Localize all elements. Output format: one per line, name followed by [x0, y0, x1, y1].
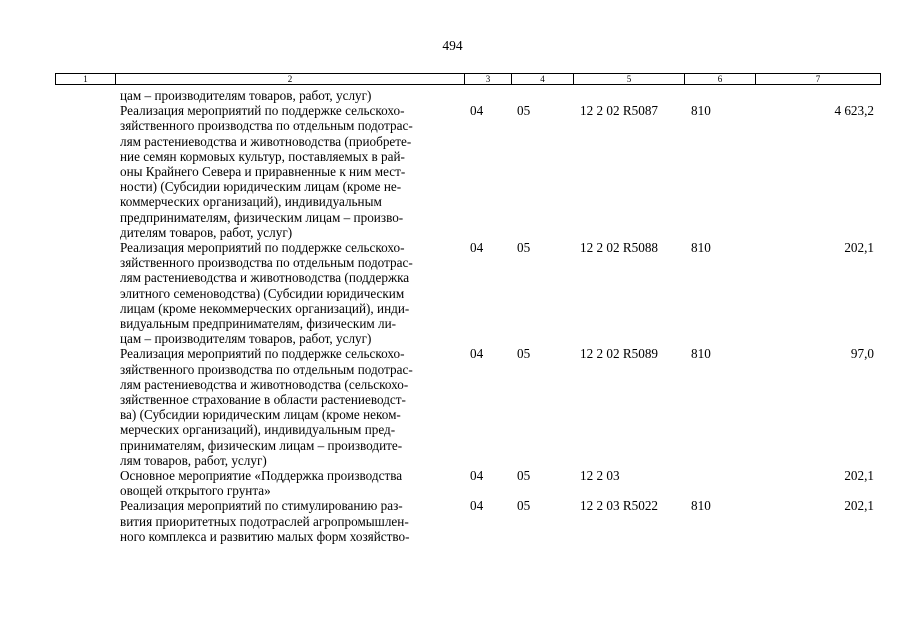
- description-line: оны Крайнего Севера и приравненные к ним мест-: [120, 164, 406, 180]
- column-header-6: 6: [685, 74, 756, 85]
- table-row: [0, 468, 905, 498]
- subsection-code: 05: [517, 468, 531, 484]
- table-row: [0, 498, 905, 544]
- description-line: ние семян кормовых культур, поставляемых в рай-: [120, 148, 405, 164]
- amount: 202,1: [844, 468, 874, 484]
- amount: 202,1: [844, 240, 874, 256]
- description-line: Основное мероприятие «Поддержка производства: [120, 468, 403, 484]
- description-line: ного комплекса и развитию малых форм хозяйство-: [120, 528, 410, 544]
- section-code: 04: [470, 103, 484, 119]
- description-line: лям растениеводства и животноводства (приобрете-: [120, 133, 412, 149]
- page-number: 494: [442, 38, 463, 53]
- description-line: принимателям, физическим лицам – производите-: [120, 437, 403, 453]
- subsection-code: 05: [517, 103, 531, 119]
- column-header-4: 4: [512, 74, 574, 85]
- description-line: цам – производителям товаров, работ, услуг): [120, 88, 372, 103]
- description-line: коммерческих организаций), индивидуальным: [120, 194, 382, 210]
- description-line: лям растениеводства и животноводства (поддержка: [120, 270, 410, 286]
- description-line: ности) (Субсидии юридическим лицам (кроме не-: [120, 179, 402, 195]
- budget-table-body: [0, 88, 905, 544]
- amount: 4 623,2: [834, 103, 874, 119]
- description-line: дителям товаров, работ, услуг): [120, 224, 293, 240]
- subsection-code: 05: [517, 346, 531, 362]
- target-article-code: 12 2 02 R5088: [580, 240, 659, 256]
- description-line: ва) (Субсидии юридическим лицам (кроме неком-: [120, 407, 401, 423]
- row-description: [120, 346, 465, 468]
- description-line: зяйственного производства по отдельным подотрас-: [120, 255, 413, 271]
- row-description: [120, 498, 465, 544]
- target-article-code: 12 2 03: [580, 468, 620, 484]
- section-code: 04: [470, 498, 484, 514]
- row-description: [120, 240, 465, 346]
- table-row: [0, 346, 905, 468]
- expense-type-code: 810: [691, 103, 711, 119]
- description-line: овощей открытого грунта»: [120, 483, 271, 499]
- row-description: [120, 468, 465, 498]
- description-line: Реализация мероприятий по поддержке сельскохо-: [120, 346, 405, 362]
- description-line: лицам (кроме некоммерческих организаций), инди-: [120, 300, 410, 316]
- expense-type-code: 810: [691, 240, 711, 256]
- description-line: Реализация мероприятий по поддержке сельскохо-: [120, 103, 405, 119]
- description-line: Реализация мероприятий по поддержке сельскохо-: [120, 240, 405, 256]
- table-row: [0, 88, 905, 103]
- target-article-code: 12 2 03 R5022: [580, 498, 659, 514]
- amount: 97,0: [850, 346, 874, 362]
- description-line: предпринимателям, физическим лицам – произво-: [120, 209, 404, 225]
- section-code: 04: [470, 240, 484, 256]
- section-code: 04: [470, 346, 484, 362]
- description-line: вития приоритетных подотраслей агропромышлен-: [120, 513, 409, 529]
- description-line: мерческих организаций), индивидуальным пред-: [120, 422, 396, 438]
- section-code: 04: [470, 468, 484, 484]
- description-line: Реализация мероприятий по стимулированию раз-: [120, 498, 403, 514]
- expense-type-code: 810: [691, 346, 711, 362]
- description-line: зяйственного производства по отдельным подотрас-: [120, 361, 413, 377]
- row-description: [120, 88, 465, 103]
- subsection-code: 05: [517, 498, 531, 514]
- description-line: видуальным предпринимателям, физическим ли-: [120, 316, 397, 332]
- table-row: [0, 240, 905, 346]
- description-line: элитного семеноводства) (Субсидии юридическим: [120, 285, 405, 301]
- table-row: [0, 103, 905, 240]
- expense-type-code: 810: [691, 498, 711, 514]
- description-line: зяйственное страхование в области растениеводст-: [120, 392, 406, 408]
- amount: 202,1: [844, 498, 874, 514]
- column-header-1: 1: [56, 74, 116, 85]
- row-description: [120, 103, 465, 240]
- description-line: лям товаров, работ, услуг): [120, 452, 267, 468]
- column-header-5: 5: [574, 74, 685, 85]
- column-header-3: 3: [465, 74, 512, 85]
- column-number-header: [55, 73, 881, 85]
- description-line: лям растениеводства и животноводства (сельскохо-: [120, 376, 409, 392]
- description-line: зяйственного производства по отдельным подотрас-: [120, 118, 413, 134]
- target-article-code: 12 2 02 R5087: [580, 103, 659, 119]
- target-article-code: 12 2 02 R5089: [580, 346, 659, 362]
- column-header-2: 2: [116, 74, 465, 85]
- column-header-7: 7: [756, 74, 881, 85]
- description-line: цам – производителям товаров, работ, услуг): [120, 331, 372, 347]
- subsection-code: 05: [517, 240, 531, 256]
